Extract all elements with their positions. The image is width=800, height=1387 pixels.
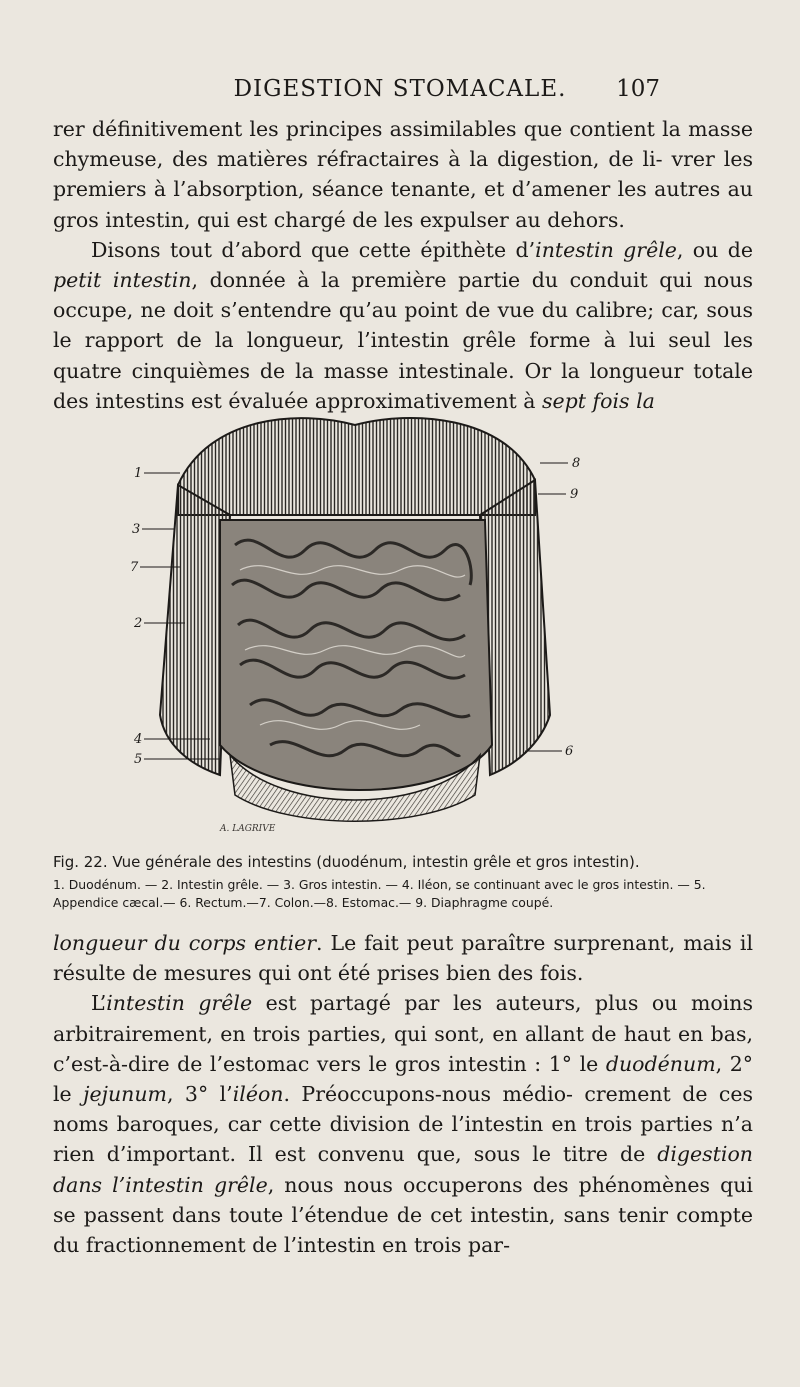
italic-term: jejunum xyxy=(83,1082,167,1107)
text-run: L’ xyxy=(91,991,107,1016)
figure-label: 1 xyxy=(134,466,143,481)
figure-title: Fig. 22. Vue générale des intestins (duodénum, intestin grêle et gros intestin). xyxy=(53,853,640,871)
figure-label: 4 xyxy=(134,732,143,747)
italic-term: longueur du corps entier xyxy=(53,931,317,955)
page-header xyxy=(0,76,800,110)
text-run: , 2° le xyxy=(53,1051,754,1107)
running-title: DIGESTION STOMACALE. xyxy=(233,76,567,102)
figure-label: 7 xyxy=(130,560,139,575)
paragraph-longueur xyxy=(53,928,753,988)
figure-caption xyxy=(53,852,753,912)
italic-term: petit intestin xyxy=(53,268,192,293)
page-number: 107 xyxy=(616,76,660,102)
paragraph-top xyxy=(53,114,753,416)
italic-term: digestion dans l’intestin grêle xyxy=(53,1142,753,1197)
italic-term: intestin grêle xyxy=(535,237,677,262)
diaphragm-shape xyxy=(178,418,535,515)
figure-label: 3 xyxy=(132,522,141,537)
intestine-illustration xyxy=(120,385,590,835)
paragraph-intestin-grele xyxy=(53,988,753,1260)
text-run: , 3° l’ xyxy=(167,1082,233,1107)
text-run: est partagé par les auteurs, plus ou moins arbitrairement, en trois parties, qui sont, en allant de haut en bas, c’est-à-dire de l’estomac vers le gros intestin : 1° le xyxy=(53,991,754,1076)
figure-label: 9 xyxy=(570,487,579,502)
text-run: rer définitivement les principes assimilables que contient la masse chymeuse, des matières réfractaires à la digestion, de li- vrer les premiers à l’absorption, séance tenante, et d’amener les autres au gros intestin, qui est chargé de les expulser au dehors. xyxy=(53,117,753,232)
engraver-signature: A. LAGRIVE xyxy=(220,824,276,834)
figure-label: 8 xyxy=(572,456,581,471)
figure-legend: 1. Duodénum. — 2. Intestin grêle. — 3. Gros intestin. — 4. Iléon, se continuant avec le gros intestin. — 5. Appendice cæcal.— 6. Rectum.—7. Colon.—8. Estomac.— 9. Diaphragme coupé. xyxy=(53,877,706,910)
italic-term: intestin grêle xyxy=(106,991,253,1016)
text-run: Disons tout d’abord que cette épithète d’ xyxy=(91,237,536,262)
text-run: , donnée à la première partie du conduit qui nous occupe, ne doit s’entendre qu’au point de vue du calibre; car, sous le rapport de la longueur, l’intestin grêle forme à lui seul les quatre cinquièmes de la masse intestinale. Or la longueur totale des intestins est évaluée approximativement à xyxy=(53,268,753,413)
paragraph-continuation xyxy=(53,114,753,235)
paragraph-bottom xyxy=(53,928,753,1260)
figure-label: 6 xyxy=(565,744,574,759)
italic-term: iléon xyxy=(232,1082,284,1107)
italic-term: duodénum xyxy=(605,1051,716,1076)
text-run: . Le fait peut paraître surprenant, mais il résulte de mesures qui ont été prises bien des fois. xyxy=(53,931,754,986)
text-run: , ou de xyxy=(676,237,753,262)
figure-label: 2 xyxy=(134,616,143,631)
figure-label: 5 xyxy=(134,752,143,767)
italic-term: sept fois la xyxy=(542,388,655,413)
text-run: , nous nous occuperons des phénomènes qui se passent dans toute l’étendue de cet intestin, sans tenir compte du fractionnement de l’intestin en trois par- xyxy=(53,1172,753,1258)
text-run: . Préoccupons-nous médio- crement de ces noms baroques, car cette division de l’intestin en trois parties n’a rien d’important. Il est convenu que, sous le titre de xyxy=(53,1082,753,1167)
